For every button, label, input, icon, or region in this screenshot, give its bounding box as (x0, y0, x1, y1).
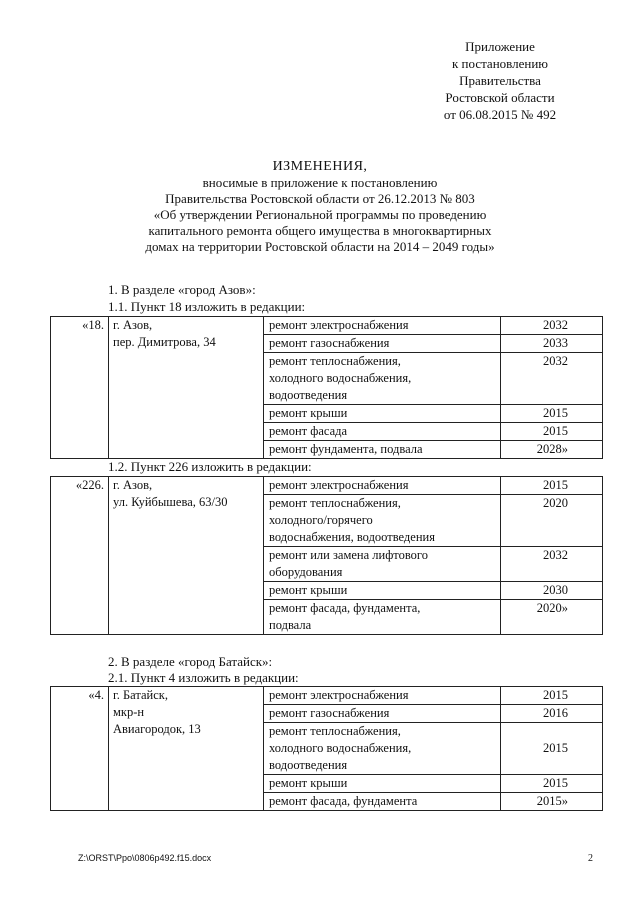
work-line: ремонт газоснабжения (269, 336, 390, 350)
address-line: мкр-н (113, 705, 145, 719)
address-line: пер. Димитрова, 34 (113, 335, 216, 349)
work-line: ремонт теплоснабжения, (269, 496, 401, 510)
address-line: Авиагородок, 13 (113, 722, 201, 736)
work-line: ремонт электроснабжения (269, 318, 409, 332)
table-row (51, 317, 603, 335)
address-line: г. Азов, (113, 478, 153, 492)
work-line: ремонт крыши (269, 583, 348, 597)
footer-file-path: Z:\ORST\Ppo\0806p492.f15.docx (78, 853, 212, 863)
year-cell: 2015 (501, 775, 603, 793)
subsection-1-2: 1.2. Пункт 226 изложить в редакции: (108, 459, 312, 474)
address-cell (109, 477, 264, 635)
year-cell: 2016 (501, 705, 603, 723)
year-cell: 2033 (501, 335, 603, 353)
work-line: ремонт фасада, фундамента, (269, 601, 421, 615)
work-type-cell (264, 317, 501, 335)
subsection-2-1: 2.1. Пункт 4 изложить в редакции: (108, 670, 299, 685)
work-line: холодного/горячего (269, 513, 373, 527)
appendix-line: Приложение (465, 39, 535, 54)
heading-line: «Об утверждении Региональной программы по проведению (153, 207, 487, 222)
item-number-cell: «4. (51, 687, 109, 811)
year-cell: 2032 (501, 547, 603, 582)
address-cell (109, 317, 264, 459)
table-row (51, 687, 603, 705)
address-cell (109, 687, 264, 811)
heading-line: домах на территории Ростовской области на 2014 – 2049 годы» (145, 239, 495, 254)
item-number-cell: «226. (51, 477, 109, 635)
work-line: подвала (269, 618, 312, 632)
table-row (51, 477, 603, 495)
section-azov: 1. В разделе «город Азов»: (108, 282, 256, 297)
year-cell: 2015» (501, 793, 603, 811)
page-number: 2 (588, 853, 593, 864)
work-line: ремонт фасада, фундамента (269, 794, 418, 808)
work-type-cell (264, 687, 501, 705)
work-type-cell (264, 441, 501, 459)
work-type-cell (264, 582, 501, 600)
work-type-cell (264, 335, 501, 353)
appendix-line: Правительства (459, 73, 541, 88)
work-line: водоотведения (269, 388, 348, 402)
work-type-cell (264, 477, 501, 495)
year-cell: 2015 (501, 723, 603, 775)
work-type-cell (264, 353, 501, 405)
heading-line: вносимые в приложение к постановлению (202, 175, 438, 190)
section-bataysk: 2. В разделе «город Батайск»: (108, 654, 273, 669)
work-type-cell (264, 723, 501, 775)
appendix-block (400, 38, 600, 123)
changes-table-item-18 (50, 316, 603, 459)
year-cell: 2030 (501, 582, 603, 600)
work-line: ремонт фундамента, подвала (269, 442, 423, 456)
heading-title: ИЗМЕНЕНИЯ, (272, 159, 368, 174)
work-type-cell (264, 793, 501, 811)
work-line: ремонт крыши (269, 776, 348, 790)
address-line: г. Батайск, (113, 688, 168, 702)
work-line: оборудования (269, 565, 343, 579)
work-line: ремонт электроснабжения (269, 478, 409, 492)
address-line: г. Азов, (113, 318, 153, 332)
work-line: холодного водоснабжения, (269, 741, 412, 755)
work-type-cell (264, 405, 501, 423)
heading-line: Правительства Ростовской области от 26.12.2013 № 803 (165, 191, 475, 206)
changes-table-item-4 (50, 686, 603, 811)
year-cell: 2015 (501, 477, 603, 495)
year-cell: 2028» (501, 441, 603, 459)
work-type-cell (264, 423, 501, 441)
work-type-cell (264, 705, 501, 723)
year-cell: 2015 (501, 687, 603, 705)
document-heading (90, 159, 550, 255)
work-line: ремонт или замена лифтового (269, 548, 428, 562)
year-cell: 2032 (501, 353, 603, 405)
appendix-line: Ростовской области (445, 90, 555, 105)
work-type-cell (264, 600, 501, 635)
changes-table-item-226 (50, 476, 603, 635)
work-type-cell (264, 547, 501, 582)
work-line: водоснабжения, водоотведения (269, 530, 435, 544)
work-line: водоотведения (269, 758, 348, 772)
work-line: ремонт теплоснабжения, (269, 724, 401, 738)
year-cell: 2015 (501, 405, 603, 423)
work-line: холодного водоснабжения, (269, 371, 412, 385)
year-cell: 2020 (501, 495, 603, 547)
subsection-1-1: 1.1. Пункт 18 изложить в редакции: (108, 299, 306, 314)
year-cell: 2015 (501, 423, 603, 441)
appendix-line: к постановлению (451, 56, 549, 71)
work-line: ремонт фасада (269, 424, 348, 438)
work-type-cell (264, 775, 501, 793)
heading-line: капитального ремонта общего имущества в многоквартирных (148, 223, 492, 238)
appendix-line: от 06.08.2015 № 492 (443, 107, 557, 122)
item-number-cell: «18. (51, 317, 109, 459)
year-cell: 2020» (501, 600, 603, 635)
work-line: ремонт газоснабжения (269, 706, 390, 720)
work-line: ремонт теплоснабжения, (269, 354, 401, 368)
year-cell: 2032 (501, 317, 603, 335)
work-line: ремонт электроснабжения (269, 688, 409, 702)
work-line: ремонт крыши (269, 406, 348, 420)
address-line: ул. Куйбышева, 63/30 (113, 495, 228, 509)
work-type-cell (264, 495, 501, 547)
